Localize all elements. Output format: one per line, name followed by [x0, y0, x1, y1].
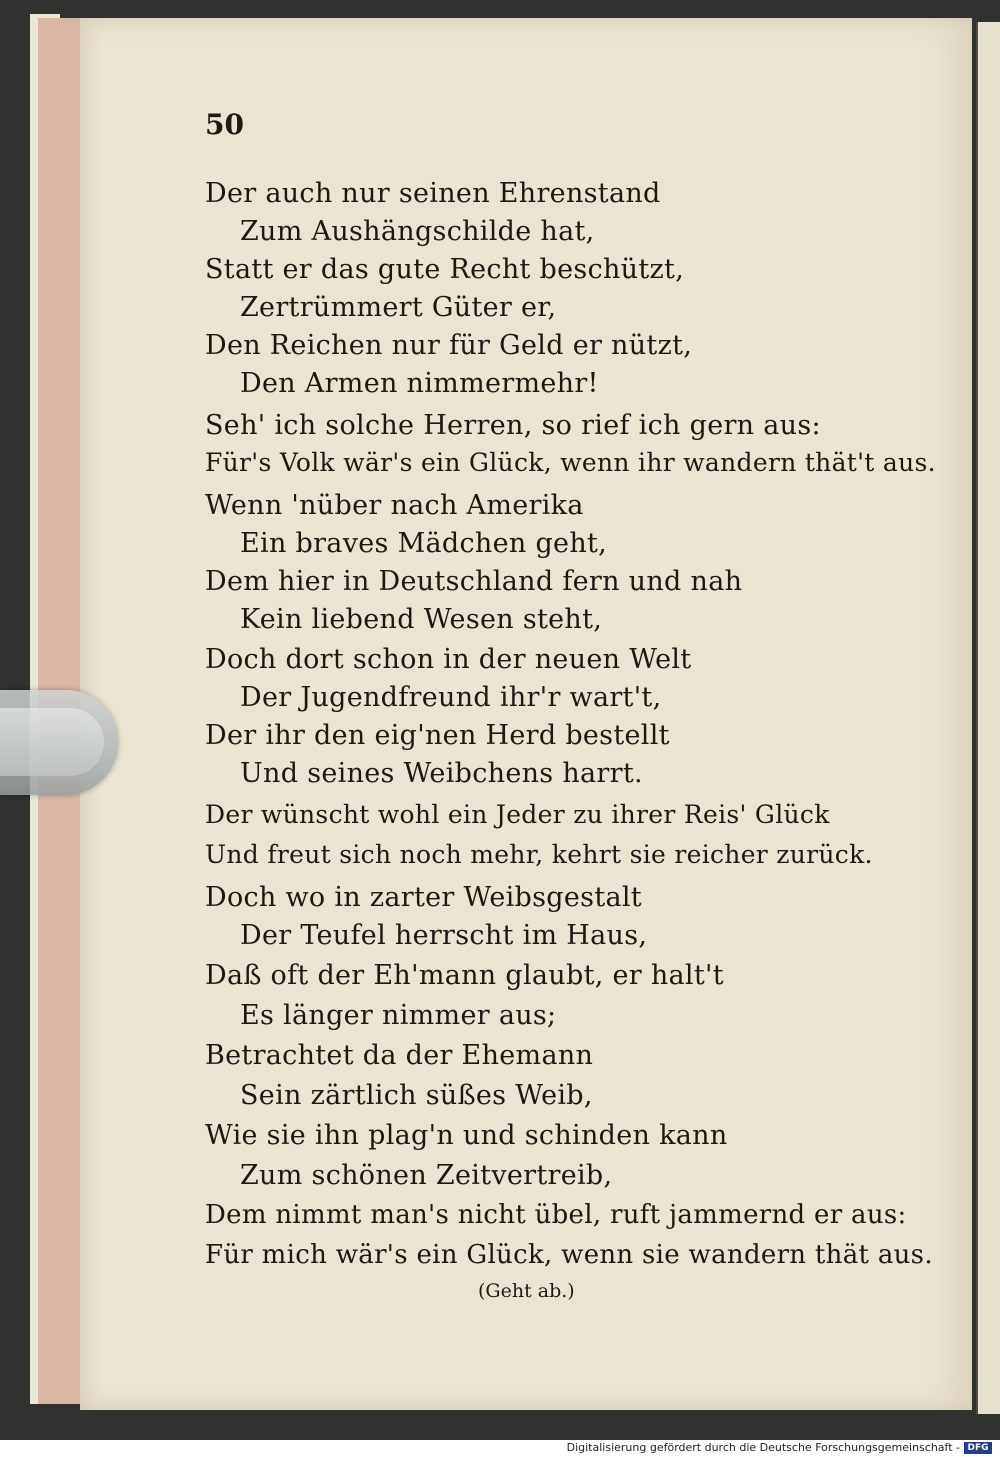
poem-line: Wenn 'nüber nach Amerika: [205, 490, 584, 521]
dfg-logo: DFG: [964, 1442, 992, 1454]
footer-credit: Digitalisierung gefördert durch die Deutsche Forschungsgemeinschaft -: [566, 1441, 960, 1454]
poem-line: Es länger nimmer aus;: [240, 1000, 557, 1031]
poem-line: Der wünscht wohl ein Jeder zu ihrer Reis' Glück: [205, 800, 830, 829]
poem-line: Und seines Weibchens harrt.: [240, 758, 643, 789]
poem-line: Zum schönen Zeitvertreib,: [240, 1160, 613, 1191]
poem-line: Der Jugendfreund ihr'r wart't,: [240, 682, 662, 713]
page-clip-highlight: [0, 708, 104, 776]
poem-line: Der auch nur seinen Ehrenstand: [205, 178, 661, 209]
poem-line: Dem nimmt man's nicht übel, ruft jammernd er aus:: [205, 1200, 907, 1230]
poem-line: Zum Aushängschilde hat,: [240, 216, 595, 247]
page-number: 50: [205, 108, 244, 141]
poem-line: Betrachtet da der Ehemann: [205, 1040, 594, 1071]
facing-page-edge: [976, 22, 1000, 1414]
poem-line: Den Armen nimmermehr!: [240, 368, 599, 399]
poem-line: Für's Volk wär's ein Glück, wenn ihr wandern thät't aus.: [205, 448, 936, 477]
poem-line: Kein liebend Wesen steht,: [240, 604, 603, 635]
poem-line: Zertrümmert Güter er,: [240, 292, 557, 323]
poem-line: Seh' ich solche Herren, so rief ich gern aus:: [205, 410, 821, 441]
poem-line: Wie sie ihn plag'n und schinden kann: [205, 1120, 728, 1151]
poem-line: Sein zärtlich süßes Weib,: [240, 1080, 593, 1111]
stage-direction: (Geht ab.): [478, 1280, 575, 1302]
poem-line: Der Teufel herrscht im Haus,: [240, 920, 648, 951]
poem-line: Dem hier in Deutschland fern und nah: [205, 566, 743, 597]
poem-line: Und freut sich noch mehr, kehrt sie reicher zurück.: [205, 840, 873, 869]
poem-line: Ein braves Mädchen geht,: [240, 528, 608, 559]
poem-line: Der ihr den eig'nen Herd bestellt: [205, 720, 670, 751]
poem-line: Für mich wär's ein Glück, wenn sie wandern thät aus.: [205, 1240, 933, 1270]
poem-line: Daß oft der Eh'mann glaubt, er halt't: [205, 960, 724, 991]
poem-line: Doch dort schon in der neuen Welt: [205, 644, 692, 675]
poem-line: Doch wo in zarter Weibsgestalt: [205, 882, 642, 913]
poem-line: Statt er das gute Recht beschützt,: [205, 254, 685, 285]
poem-line: Den Reichen nur für Geld er nützt,: [205, 330, 693, 361]
